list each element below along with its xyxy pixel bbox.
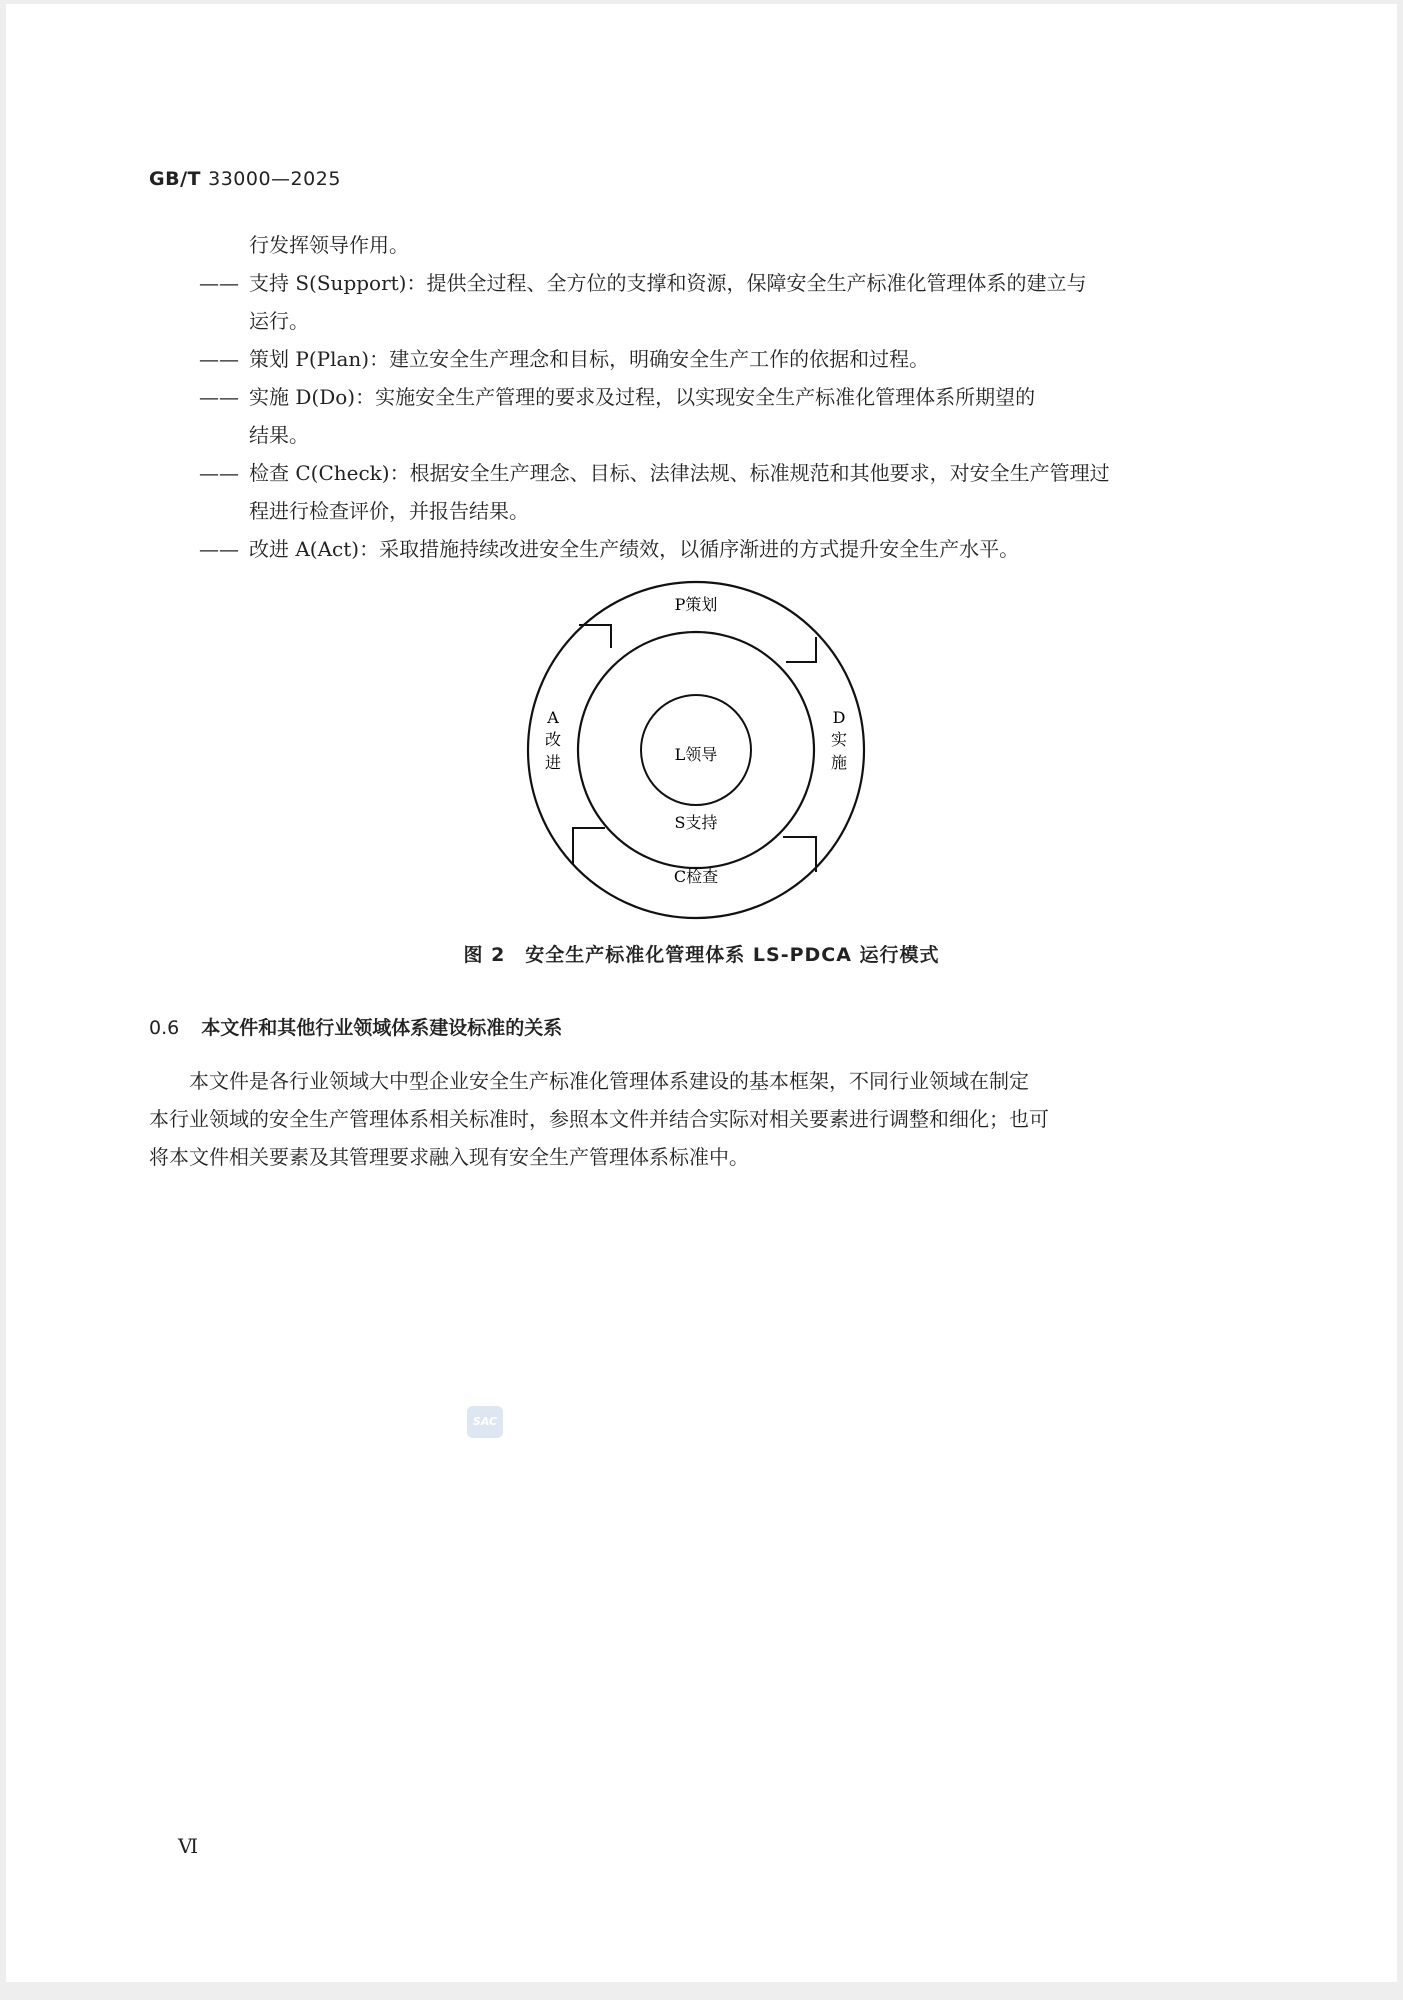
paragraph-line: 本文件是各行业领域大中型企业安全生产标准化管理体系建设的基本框架，不同行业领域在制定 [149, 1069, 1029, 1093]
standard-number: 33000—2025 [208, 168, 341, 190]
page-number: Ⅵ [178, 1834, 199, 1858]
list-item-text: 检查 C(Check)：根据安全生产理念、目标、法律法规、标准规范和其他要求，对安全生产管理过 [249, 461, 1110, 485]
list-item-act [199, 532, 1019, 566]
label-check: C检查 [673, 867, 719, 886]
label-plan: P策划 [674, 595, 718, 614]
ls-pdca-diagram [521, 575, 871, 925]
list-dash: —— [199, 461, 239, 485]
list-item-check [199, 456, 1110, 490]
label-act-char2: 进 [544, 753, 562, 772]
sac-watermark: SAC [467, 1406, 503, 1438]
label-support: S支持 [674, 813, 718, 832]
list-item-text: 改进 A(Act)：采取措施持续改进安全生产绩效，以循序渐进的方式提升安全生产水平。 [249, 537, 1020, 561]
standard-code [149, 168, 341, 190]
list-item-text: 支持 S(Support)：提供全过程、全方位的支撑和资源，保障安全生产标准化管理体系的建立与 [249, 271, 1087, 295]
label-act-char1: 改 [544, 730, 562, 749]
list-item-text: 实施 D(Do)：实施安全生产管理的要求及过程，以实现安全生产标准化管理体系所期望的 [249, 385, 1036, 409]
paragraph-line: 本行业领域的安全生产管理体系相关标准时，参照本文件并结合实际对相关要素进行调整和细化；也可 [149, 1107, 1049, 1131]
list-dash: —— [199, 347, 239, 371]
document-page [6, 4, 1397, 1982]
list-dash: —— [199, 537, 239, 561]
list-item-plan [199, 342, 929, 376]
label-act-letter: A [547, 708, 559, 727]
standard-prefix: GB/T [149, 168, 201, 190]
list-item-text: 策划 P(Plan)：建立安全生产理念和目标，明确安全生产工作的依据和过程。 [249, 347, 930, 371]
figure-caption: 图 2 安全生产标准化管理体系 LS-PDCA 运行模式 [463, 944, 940, 966]
list-item-continuation: 程进行检查评价，并报告结果。 [249, 499, 529, 523]
label-leadership: L领导 [674, 745, 718, 764]
label-do-char1: 实 [830, 730, 848, 749]
paragraph-line: 将本文件相关要素及其管理要求融入现有安全生产管理体系标准中。 [149, 1145, 749, 1169]
label-do-char2: 施 [830, 753, 848, 772]
section-number: 0.6 [149, 1017, 180, 1039]
list-dash: —— [199, 385, 239, 409]
arrow-separator-bottom-left [573, 828, 605, 865]
list-continuation: 行发挥领导作用。 [249, 233, 409, 257]
arrow-separator-top-right [786, 637, 816, 662]
section-heading [149, 1013, 562, 1040]
list-item-do [199, 380, 1035, 414]
list-item-support [199, 266, 1087, 300]
arrow-separator-bottom-right [783, 837, 816, 872]
list-item-continuation: 结果。 [249, 423, 309, 447]
list-dash: —— [199, 271, 239, 295]
section-title: 本文件和其他行业领域体系建设标准的关系 [201, 1017, 563, 1039]
arrow-separator-top-left [579, 625, 611, 648]
label-do-letter: D [832, 708, 846, 727]
list-item-continuation: 运行。 [249, 309, 309, 333]
